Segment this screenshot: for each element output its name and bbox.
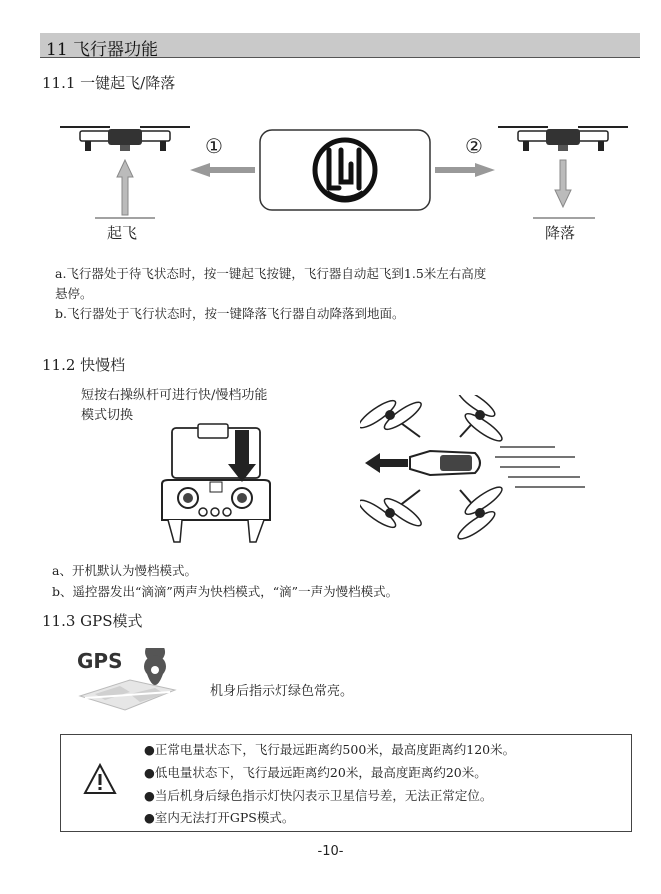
step-number-1: ①	[205, 134, 223, 158]
forward-arrow-icon	[365, 453, 408, 473]
landing-para-b: b.飞行器处于飞行状态时，按一键降落飞行器自动降落到地面。	[55, 306, 405, 321]
svg-text:GPS: GPS	[77, 649, 123, 673]
warning-triangle-icon	[83, 763, 117, 795]
warning-box	[60, 734, 632, 832]
takeoff-label: 起飞	[107, 224, 138, 242]
heading-gps-mode: 11.3 GPS模式	[42, 612, 143, 630]
gps-description: 机身后指示灯绿色常亮。	[210, 684, 354, 699]
section-header-bar	[40, 33, 640, 58]
speed-mode-text: a、开机默认为慢档模式。 b、遥控器发出“滴滴”两声为快档模式，“滴”一声为慢档模式。	[52, 563, 399, 599]
drone-landing	[498, 127, 628, 151]
warning-line-2: ●低电量状态下，飞行最远距离约20米，最高度距离约20米。	[144, 765, 487, 780]
down-arrow-icon	[555, 160, 571, 207]
step-number-2: ②	[465, 134, 483, 158]
warning-line-1: ●正常电量状态下，飞行最远距离约500米，最高度距离约120米。	[144, 742, 516, 757]
section-title: 11 飞行器功能	[46, 40, 159, 60]
heading-takeoff-landing: 11.1 一键起飞/降落	[42, 74, 176, 92]
one-key-takeoff-landing-icon	[315, 140, 375, 200]
drone-fast-mode-illustration	[360, 395, 600, 545]
landing-label: 降落	[545, 224, 576, 242]
up-arrow-icon	[117, 160, 133, 215]
warning-line-3: ●当后机身后绿色指示灯快闪表示卫星信号差，无法正常定位。	[144, 788, 493, 803]
drone-takeoff	[60, 127, 190, 151]
heading-speed-mode: 11.2 快慢档	[42, 356, 126, 374]
gps-map-icon	[75, 648, 185, 723]
takeoff-para-a: a.飞行器处于待飞状态时，按一键起飞按键，飞行器自动起飞到1.5米左右高度 悬停。 b.飞行器处于飞行状态时，按一键降落飞行器自动降落到地面。	[55, 264, 635, 324]
remote-controller-illustration	[160, 420, 280, 555]
speed-caption: 短按右操纵杆可进行快/慢档功能 模式切换	[81, 388, 268, 423]
page-number: -10-	[317, 844, 344, 859]
warning-line-4: ●室内无法打开GPS模式。	[144, 810, 295, 825]
